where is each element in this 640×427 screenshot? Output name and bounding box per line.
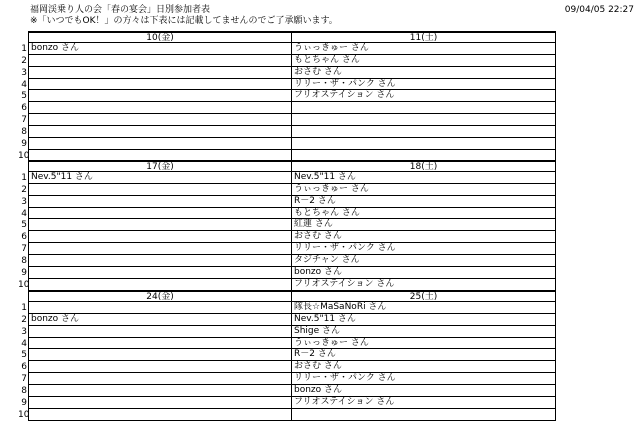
participant-cell[interactable]: うぃっきゅー さん [292,43,556,55]
date-header-cell[interactable]: 10(金) [28,31,292,43]
table-row [18,55,556,67]
table-row [18,126,556,138]
participant-cell[interactable]: タジチャン さん [292,255,556,267]
date-header-cell[interactable]: 17(金) [28,160,292,172]
table-row [18,79,556,91]
date-block [18,290,556,421]
table-row [18,255,556,267]
participant-cell[interactable] [28,208,292,220]
participant-cell[interactable] [28,243,292,255]
row-number: 7 [21,374,27,385]
row-number [18,160,28,172]
participant-cell[interactable]: R－2 さん [292,196,556,208]
participant-cell[interactable] [28,79,292,91]
row-number: 5 [21,350,27,361]
row-number [18,290,28,302]
participant-cell[interactable]: bonzo さん [28,43,292,55]
participant-cell[interactable] [28,349,292,361]
participant-cell[interactable] [28,397,292,409]
row-number: 1 [21,172,27,183]
participant-cell[interactable]: フリオステイション さん [292,397,556,409]
table-row [18,90,556,102]
participant-cell[interactable]: 紅蓮 さん [292,219,556,231]
table-row [18,67,556,79]
date-header-cell[interactable]: 11(土) [292,31,556,43]
participant-cell[interactable]: フリオステイション さん [292,279,556,291]
participant-cell[interactable] [28,67,292,79]
participant-cell[interactable]: Shige さん [292,326,556,338]
participant-cell[interactable] [28,184,292,196]
participant-cell[interactable] [292,114,556,126]
participant-cell[interactable]: bonzo さん [292,385,556,397]
row-number: 8 [21,386,27,397]
participant-cell[interactable] [292,138,556,150]
table-row [18,397,556,409]
row-number: 9 [21,398,27,409]
table-row [18,184,556,196]
participant-cell[interactable]: うぃっきゅー さん [292,184,556,196]
row-number: 1 [21,302,27,313]
table-row [18,243,556,255]
table-row [18,138,556,150]
row-number: 6 [21,232,27,243]
row-number: 7 [21,115,27,126]
table-row [18,208,556,220]
date-header-cell[interactable]: 25(土) [292,290,556,302]
participant-cell[interactable] [292,126,556,138]
participant-cell[interactable]: もとちゃん さん [292,55,556,67]
row-number: 8 [21,127,27,138]
participant-cell[interactable]: うぃっきゅー さん [292,338,556,350]
participant-cell[interactable] [28,255,292,267]
row-number: 4 [21,208,27,219]
table-row [18,385,556,397]
row-number: 3 [21,67,27,78]
participant-cell[interactable] [28,361,292,373]
row-number: 2 [21,314,27,325]
row-number: 6 [21,362,27,373]
sheet-title: 福岡渓乗り人の会「春の宴会」日別参加者表 [30,5,211,15]
row-number [18,31,28,43]
participant-cell[interactable] [28,373,292,385]
participant-cell[interactable] [28,326,292,338]
participant-cell[interactable] [28,102,292,114]
table-row [18,338,556,350]
table-row [18,114,556,126]
date-header-cell[interactable]: 24(金) [28,290,292,302]
sheet-note: ※「いつでもOK！」の方々は下表には記載してませんのでご了承願います。 [30,16,338,26]
table-row [18,279,556,291]
participant-cell[interactable]: おさむ さん [292,67,556,79]
table-row [18,219,556,231]
row-number: 10 [18,279,30,290]
row-number: 7 [21,244,27,255]
table-row [18,326,556,338]
participant-cell[interactable] [28,126,292,138]
row-number: 8 [21,256,27,267]
participant-cell[interactable]: Nev.5"11 さん [292,172,556,184]
participant-cell[interactable]: もとちゃん さん [292,208,556,220]
participant-cell[interactable]: R－2 さん [292,349,556,361]
participant-cell[interactable]: おさむ さん [292,361,556,373]
participant-cell[interactable]: おさむ さん [292,231,556,243]
table-row [18,373,556,385]
date-block [18,160,556,291]
table-row [18,172,556,184]
participant-cell[interactable]: bonzo さん [28,314,292,326]
table-row [18,196,556,208]
participant-cell[interactable] [28,90,292,102]
row-number: 6 [21,103,27,114]
timestamp: 09/04/05 22:27 [564,5,634,15]
row-number: 3 [21,196,27,207]
participant-cell[interactable] [28,409,292,421]
row-number: 3 [21,326,27,337]
row-number: 5 [21,220,27,231]
row-number: 1 [21,43,27,54]
participant-cell[interactable]: リリー・ザ・パンク さん [292,243,556,255]
table-row [18,314,556,326]
participant-cell[interactable] [28,279,292,291]
table-row [18,102,556,114]
row-number: 10 [18,150,30,161]
participant-cell[interactable] [292,102,556,114]
participant-cell[interactable]: bonzo さん [292,267,556,279]
participant-cell[interactable]: リリー・ザ・パンク さん [292,373,556,385]
participant-cell[interactable] [292,409,556,421]
participant-cell[interactable]: リリー・ザ・パンク さん [292,79,556,91]
participant-cell[interactable]: Nev.5"11 さん [28,172,292,184]
participant-cell[interactable] [28,231,292,243]
row-number: 10 [18,409,30,420]
row-number: 9 [21,139,27,150]
table-row [18,43,556,55]
participant-cell[interactable]: フリオステイション さん [292,90,556,102]
row-number: 4 [21,338,27,349]
row-number: 2 [21,55,27,66]
row-number: 9 [21,268,27,279]
participant-cell[interactable] [28,138,292,150]
participant-cell[interactable] [28,196,292,208]
participant-cell[interactable] [28,338,292,350]
table-row [18,361,556,373]
row-number: 2 [21,184,27,195]
participant-cell[interactable] [28,302,292,314]
participant-cell[interactable] [28,219,292,231]
table-row [18,231,556,243]
date-block [18,31,556,162]
participant-cell[interactable]: Nev.5"11 さん [292,314,556,326]
row-number: 4 [21,79,27,90]
table-row [18,409,556,421]
table-row [18,267,556,279]
date-header-cell[interactable]: 18(土) [292,160,556,172]
table-row [18,302,556,314]
table-row [18,349,556,361]
block-header-row [18,160,556,172]
participant-cell[interactable] [28,55,292,67]
row-number: 5 [21,91,27,102]
participant-cell[interactable] [28,267,292,279]
participant-cell[interactable] [28,114,292,126]
participant-cell[interactable] [28,385,292,397]
block-header-row [18,31,556,43]
participant-cell[interactable]: 隊長☆MaSaNoRi さん [292,302,556,314]
block-header-row [18,290,556,302]
